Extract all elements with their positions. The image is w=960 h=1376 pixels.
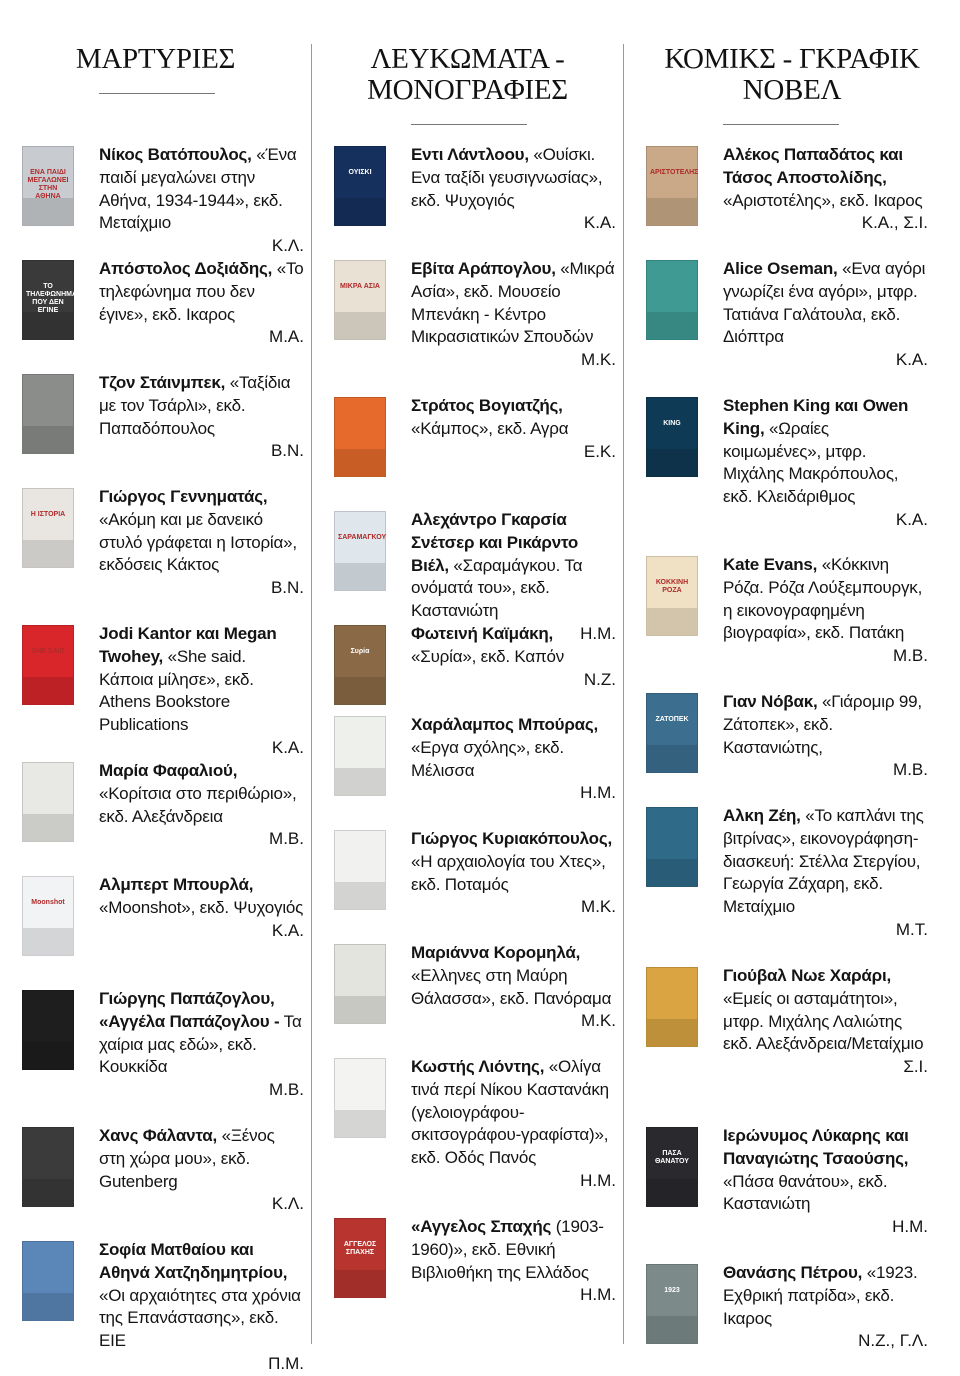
book-details: «Το καπλάνι της βιτρίνας», εικονογράφηση-διασκευή: Στέλλα Στεργίου, Γεωργία Ζάχαρη, εκδ. Μεταίχμιο — [723, 806, 924, 917]
author-name: Γιώργος Κυριακόπουλος, — [411, 829, 612, 848]
book-entry-text — [99, 372, 304, 440]
book-entry-text — [411, 258, 616, 349]
author-name: Αλέκος Παπαδάτος και Τάσος Αποστολίδης, — [723, 145, 903, 187]
book-cover — [22, 876, 74, 956]
book-cover — [334, 146, 386, 226]
author-name: Γιούβαλ Νωε Χαράρι, — [723, 966, 892, 985]
cover-title: Η ΙΣΤΟΡΙΑ — [30, 511, 66, 518]
book-details: «Συρία», εκδ. Καπόν — [411, 646, 565, 666]
book-details: «1923. Εχθρική πατρίδα», εκδ. Ικαρος — [723, 1263, 918, 1328]
book-details: «Κάμπος», εκδ. Αγρα — [411, 418, 569, 438]
book-cover — [22, 625, 74, 705]
book-entry-text — [411, 828, 616, 896]
book-entry-text — [411, 1056, 616, 1170]
book-cover — [334, 511, 386, 591]
book-details: «Ουίσκι. Ενα ταξίδι γευσιγνωσίας», εκδ. Ψυχογιός — [411, 145, 603, 210]
column-albums-monographs — [312, 0, 623, 1349]
column-title: ΜΑΡΤΥΡΙΕΣ — [75, 43, 236, 75]
book-details: «Το τηλεφώνημα που δεν έγινε», εκδ. Ικαρος — [99, 259, 304, 324]
book-details: «Σαραμάγκου. Τα ονόματά του», εκδ. Καστανιώτη — [411, 555, 583, 621]
column-title: ΚΟΜΙΚΣ - ΓΚΡΑΦΙΚ ΝΟΒΕΛ — [664, 43, 920, 106]
book-details: «Ακόμη και με δανεικό στυλό γράφεται η Ιστορία», εκδόσεις Κάκτος — [99, 509, 297, 575]
reviewer-initials: Κ.Λ. — [271, 1194, 304, 1213]
book-entry-text — [99, 760, 304, 828]
book-cover — [646, 967, 698, 1047]
book-entry-text — [99, 144, 304, 235]
book-details: «Εμείς οι ασταμάτητοι», μτφρ. Μιχάλης Λαλιώτης εκδ. Αλεξάνδρεια/Μεταίχμιο — [723, 988, 924, 1054]
book-cover — [334, 944, 386, 1024]
book-cover — [646, 693, 698, 773]
book-details: «Ωραίες κοιμωμένες», μτφρ. Μιχάλης Μακρόπουλος, εκδ. Κλειδάριθμος — [723, 418, 899, 507]
reviewer-initials: Κ.Α. — [895, 350, 928, 369]
book-cover — [646, 1127, 698, 1207]
book-cover — [22, 762, 74, 842]
book-details: «Ολίγα τινά περί Νίκου Καστανάκη (γελοιογράφου-σκιτσογράφου-γραφίστα)», εκδ. Οδός Πανός — [411, 1057, 609, 1168]
cover-title: ΠΑΣΑ ΘΑΝΑΤΟΥ — [655, 1150, 689, 1165]
reviewer-initials: Κ.Α. — [271, 738, 304, 757]
book-cover — [22, 260, 78, 340]
author-name: Τζον Στάινμπεκ, — [99, 373, 226, 392]
author-name: Γιώργος Γεννηματάς, — [99, 487, 268, 506]
reviewer-initials: Ε.Κ. — [583, 442, 616, 461]
book-entry-text — [723, 965, 928, 1056]
reviewer-initials: Η.Μ. — [580, 624, 616, 643]
author-name: Μαρία Φαφαλιού, — [99, 761, 238, 780]
reviewer-initials: Β.Ν. — [270, 441, 304, 460]
reviewer-initials: Κ.Α. — [583, 213, 616, 232]
title-underline — [99, 93, 215, 94]
reviewer-initials: Μ.Κ. — [581, 1011, 616, 1030]
book-cover — [334, 260, 386, 340]
column-title: ΛΕΥΚΩΜΑΤΑ - ΜΟΝΟΓΡΑΦΙΕΣ — [367, 43, 568, 106]
book-cover — [334, 625, 386, 705]
book-details: «Κορίτσια στο περιθώριο», εκδ. Αλεξάνδρεια — [99, 783, 297, 826]
book-details: «Πάσα θανάτου», εκδ. Καστανιώτη — [723, 1171, 888, 1214]
book-details: «Moonshot», εκδ. Ψυχογιός — [99, 897, 304, 917]
author-name: Alice Oseman, — [723, 259, 838, 278]
book-cover — [22, 488, 74, 568]
author-name: «Αγγελος Σπαχής — [411, 1217, 552, 1236]
cover-title: ΑΓΓΕΛΟΣ ΣΠΑΧΗΣ — [343, 1241, 377, 1256]
reviewer-initials: Μ.Τ. — [895, 920, 928, 939]
reviewer-initials: Η.Μ. — [892, 1217, 928, 1236]
book-details: «Εργα σχόλης», εκδ. Μέλισσα — [411, 737, 564, 780]
author-name: Χαράλαμπος Μπούρας, — [411, 715, 599, 734]
book-details: «Ταξίδια με τον Τσάρλι», εκδ. Παπαδόπουλος — [99, 373, 291, 438]
book-entry-text — [411, 144, 616, 212]
book-details: «Γιάρομιρ 99, Ζάτοπεκ», εκδ. Καστανιώτης, — [723, 692, 922, 757]
reviewer-initials: Μ.Β. — [269, 1080, 304, 1099]
book-entry-text — [411, 1216, 616, 1284]
book-details: «Αριστοτέλης», εκδ. Ικαρος — [723, 190, 923, 210]
column-comics-graphic-novels — [624, 0, 960, 1349]
column-testimonies — [0, 0, 311, 1373]
book-details: «Ενα αγόρι γνωρίζει ένα αγόρι», μτφρ. Τατιάνα Γαλάτουλα, εκδ. Διόπτρα — [723, 259, 926, 347]
book-details: «Ξένος στη χώρα μου», εκδ. Gutenberg — [99, 1126, 275, 1191]
book-entry-text — [723, 805, 928, 919]
reviewer-initials: Ν.Ζ., Γ.Λ. — [858, 1331, 928, 1350]
book-details: «Η αρχαιολογία του Χτες», εκδ. Ποταμός — [411, 851, 606, 894]
book-cover — [646, 146, 698, 226]
cover-title: ΚΟΚΚΙΝΗ ΡΟΖΑ — [655, 579, 689, 594]
reviewer-initials: Η.Μ. — [580, 783, 616, 802]
book-cover — [22, 146, 74, 226]
book-entry-text — [723, 691, 928, 759]
book-cover — [334, 397, 386, 477]
title-underline — [723, 124, 839, 125]
author-name: Γιώργης Παπάζογλου, «Αγγέλα Παπάζογλου - — [99, 989, 280, 1031]
cover-title: ΣΑΡΑΜΑΓΚΟΥ — [338, 534, 387, 541]
book-details: «Κόκκινη Ρόζα. Ρόζα Λούξεμπουργκ, η εικονογραφημένη βιογραφία», εκδ. Πατάκη — [723, 555, 923, 643]
reviewer-initials: Κ.Α. — [271, 921, 304, 940]
book-details: «Μικρά Ασία», εκδ. Μουσείο Μπενάκη - Κέντρο Μικρασιατικών Σπουδών — [411, 259, 615, 347]
cover-title: SHE SAID — [31, 648, 65, 655]
cover-title: KING — [663, 420, 681, 427]
cover-title: ΜΙΚΡΑ ΑΣΙΑ — [340, 283, 380, 290]
reviewer-initials: Η.Μ. — [580, 1285, 616, 1304]
book-entry-text — [411, 942, 616, 1010]
cover-title: Συρία — [350, 648, 370, 655]
cover-title: ΖΑΤΟΠΕΚ — [655, 716, 689, 723]
book-entry-text — [723, 554, 928, 645]
author-name: Stephen King και Owen King, — [723, 396, 909, 438]
book-cover — [646, 807, 698, 887]
reviewer-initials: Ν.Ζ. — [583, 670, 616, 689]
book-details: «Ελληνες στη Μαύρη Θάλασσα», εκδ. Πανόραμα — [411, 965, 612, 1008]
cover-title: Moonshot — [31, 899, 65, 906]
book-details: «She said. Κάποια μίλησε», εκδ. Athens Bookstore Publications — [99, 646, 254, 735]
author-name: Αλεχάντρο Γκαρσία Σνέτσερ και Ρικάρντο Βιέλ, — [411, 510, 579, 575]
author-name: Αλμπερτ Μπουρλά, — [99, 875, 254, 894]
book-cover — [22, 374, 74, 454]
author-name: Απόστολος Δοξιάδης, — [99, 259, 273, 278]
reviewer-initials: Β.Ν. — [270, 578, 304, 597]
book-entry-text — [723, 395, 928, 509]
book-entry-text — [723, 258, 928, 349]
book-cover — [646, 260, 698, 340]
reviewer-initials: Κ.Α., Σ.Ι. — [861, 213, 928, 232]
book-details: «Οι αρχαιότητες στα χρόνια της Επανάστασης», εκδ. ΕΙΕ — [99, 1285, 301, 1351]
cover-title: 1923 — [664, 1287, 680, 1294]
reviewer-initials: Μ.Κ. — [581, 350, 616, 369]
book-cover — [334, 1218, 386, 1298]
reviewer-initials: Σ.Ι. — [903, 1057, 928, 1076]
book-details: Τα χαίρια μας εδώ», εκδ. Κουκκίδα — [99, 1011, 302, 1077]
cover-title: ΤΟ ΤΗΛΕΦΩΝΗΜΑ ΠΟΥ ΔΕΝ ΕΓΙΝΕ — [26, 283, 78, 314]
book-cover — [646, 397, 698, 477]
author-name: Νίκος Βατόπουλος, — [99, 145, 252, 164]
book-entry-text — [411, 714, 616, 782]
book-cover — [334, 1058, 386, 1138]
book-cover — [22, 990, 74, 1070]
author-name: Ιερώνυμος Λύκαρης και Παναγιώτης Τσαούσης, — [723, 1126, 909, 1168]
author-name: Μαριάννα Κορομηλά, — [411, 943, 581, 962]
book-entry-text — [99, 1239, 304, 1353]
book-entry-text — [99, 1125, 304, 1193]
reviewer-initials: Μ.Β. — [893, 646, 928, 665]
author-name: Φωτεινή Καϊμάκη, — [411, 624, 554, 643]
author-name: Χανς Φάλαντα, — [99, 1126, 218, 1145]
book-cover — [646, 556, 698, 636]
book-cover — [334, 830, 386, 910]
book-entry-text — [99, 623, 304, 737]
author-name: Αλκη Ζέη, — [723, 806, 801, 825]
author-name: Εβίτα Αράπογλου, — [411, 259, 556, 278]
book-entry-text — [411, 623, 616, 669]
book-cover — [22, 1127, 74, 1207]
book-details: (1903-1960)», εκδ. Εθνική Βιβλιοθήκη της Ελλάδος — [411, 1217, 604, 1282]
book-entry-text — [99, 486, 304, 577]
cover-title: ΑΡΙΣΤΟΤΕΛΗΣ — [650, 169, 699, 176]
author-name: Κωστής Λιόντης, — [411, 1057, 545, 1076]
author-name: Σοφία Ματθαίου και Αθηνά Χατζηδημητρίου, — [99, 1240, 288, 1282]
reviewer-initials: Μ.Β. — [893, 760, 928, 779]
reviewer-initials: Π.Μ. — [268, 1354, 304, 1373]
book-entry-text — [411, 395, 616, 441]
author-name: Θανάσης Πέτρου, — [723, 1263, 863, 1282]
reviewer-initials: Κ.Α. — [895, 510, 928, 529]
cover-title: ΟΥΙΣΚΙ — [348, 169, 372, 176]
book-cover — [646, 1264, 698, 1344]
reviewer-initials: Κ.Λ. — [271, 236, 304, 255]
book-entry-text — [723, 144, 928, 212]
book-entry-text — [99, 988, 304, 1079]
book-entry-text — [99, 258, 304, 326]
author-name: Kate Evans, — [723, 555, 818, 574]
book-entry-text — [723, 1125, 928, 1216]
book-entry-text — [411, 509, 616, 623]
reviewer-initials: Μ.Β. — [269, 829, 304, 848]
reviewer-initials: Η.Μ. — [580, 1171, 616, 1190]
book-details: «Ένα παιδί μεγαλώνει στην Αθήνα, 1934-1944», εκδ. Μεταίχμιο — [99, 145, 297, 233]
author-name: Γιαν Νόβακ, — [723, 692, 818, 711]
reviewer-initials: Μ.Α. — [269, 327, 304, 346]
book-entry-text — [723, 1262, 928, 1330]
author-name: Στράτος Βογιατζής, — [411, 396, 563, 415]
author-name: Εντι Λάντλοου, — [411, 145, 529, 164]
cover-title: ΕΝΑ ΠΑΙΔΙ ΜΕΓΑΛΩΝΕΙ ΣΤΗΝ ΑΘΗΝΑ — [27, 169, 69, 200]
title-underline — [411, 124, 527, 125]
author-name: Jodi Kantor και Megan Twohey, — [99, 624, 277, 666]
reviewer-initials: Μ.Κ. — [581, 897, 616, 916]
book-cover — [22, 1241, 74, 1321]
book-entry-text — [99, 874, 304, 920]
book-cover — [334, 716, 386, 796]
